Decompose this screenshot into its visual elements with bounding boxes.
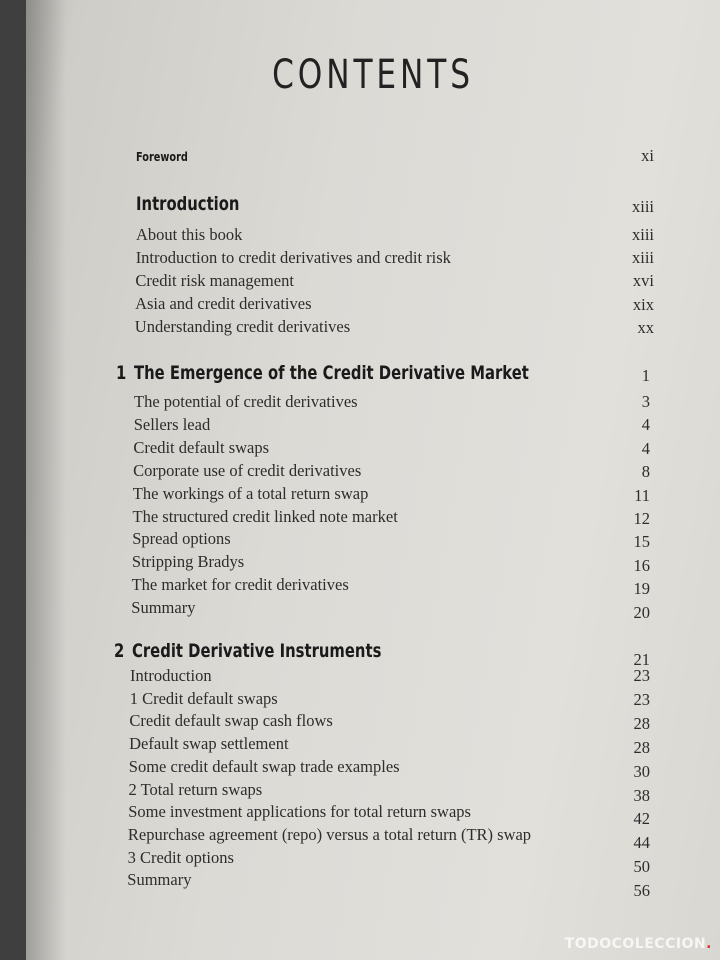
toc-row (26, 711, 720, 733)
toc-entry-label: Credit default swap cash flows (129, 711, 333, 731)
toc-entry-label: The potential of credit derivatives (134, 392, 358, 411)
chapter-1-page: 1 (641, 366, 650, 385)
toc-row-introduction (26, 193, 720, 215)
toc-entry-page: 15 (633, 532, 650, 552)
toc-entry-page: 11 (634, 485, 650, 505)
toc-row (26, 552, 720, 574)
toc-row (26, 317, 720, 339)
toc-entry-page: 28 (633, 713, 650, 733)
toc-entry-label: Corporate use of credit derivatives (133, 460, 362, 480)
toc-row (26, 870, 720, 901)
toc-entry-page: 4 (641, 415, 650, 435)
toc-entry-label: Repurchase agreement (repo) versus a total return (TR) swap (127, 824, 532, 844)
toc-entry-page: xix (632, 294, 654, 314)
toc-entry-page: xiii (631, 225, 654, 244)
toc-entry-label: 1 Credit default swaps (129, 688, 278, 708)
toc-row (26, 294, 720, 316)
toc-row (26, 824, 720, 853)
chapter-2-page: 21 (633, 650, 650, 669)
toc-entry-label: Credit default swaps (133, 437, 270, 457)
toc-row (26, 438, 720, 460)
toc-entry-label: Summary (127, 870, 192, 890)
toc-entry-label: 2 Total return swaps (128, 779, 263, 799)
toc-entry-label: Stripping Bradys (131, 552, 245, 572)
toc-entry-label: Default swap settlement (129, 734, 289, 754)
page-title: CONTENTS (272, 52, 474, 98)
toc-row (26, 847, 720, 877)
toc-row (26, 271, 720, 293)
toc-entry-label: Some investment applications for total return swaps (128, 802, 471, 822)
toc-row-foreword (26, 146, 720, 168)
toc-row (26, 529, 720, 551)
toc-entry-label: The market for credit derivatives (131, 575, 349, 595)
toc-row (26, 575, 720, 597)
watermark-dot: . (706, 936, 712, 952)
toc-entry-label: Introduction (130, 666, 212, 685)
toc-row-chapter-1 (26, 362, 720, 384)
toc-row (26, 392, 720, 414)
toc-entry-page: 3 (641, 392, 650, 411)
watermark (565, 936, 712, 952)
toc-row (26, 598, 720, 620)
toc-entry-page: 23 (633, 666, 650, 685)
chapter-2-heading: Credit Derivative Instruments (132, 640, 382, 662)
toc-entry-page: 19 (633, 579, 650, 599)
toc-entry-page: xvi (632, 271, 654, 291)
toc-entry-page: 8 (641, 462, 650, 482)
toc-entry-label: The structured credit linked note market (132, 506, 398, 526)
toc-entry-page: 30 (633, 761, 650, 781)
toc-row (26, 802, 720, 829)
introduction-heading: Introduction (136, 193, 240, 215)
toc-entry-page: xx (637, 317, 654, 337)
toc-row (26, 248, 720, 270)
toc-row (26, 666, 720, 688)
toc-entry-page: 16 (633, 555, 650, 575)
toc-entry-label: Asia and credit derivatives (135, 294, 312, 313)
toc-entry-label: Sellers lead (133, 414, 211, 434)
toc-entry-page: 4 (641, 438, 650, 458)
toc-entry-page: 56 (633, 881, 650, 901)
toc-row (26, 757, 720, 779)
introduction-page: xiii (631, 197, 654, 216)
toc-entry-label: Summary (131, 598, 196, 618)
toc-row (26, 415, 720, 437)
toc-entry-label: Understanding credit derivatives (134, 317, 351, 336)
toc-entry-label: The workings of a total return swap (132, 483, 369, 503)
book-page (26, 0, 720, 960)
toc-entry-label: Introduction to credit derivatives and credit risk (135, 248, 451, 267)
chapter-1-number: 1 (116, 362, 127, 384)
toc-row (26, 225, 720, 247)
toc-row (26, 461, 720, 483)
chapter-2-number: 2 (114, 640, 125, 662)
toc-entry-page: 23 (633, 689, 650, 709)
toc-entry-page: 20 (633, 602, 650, 622)
toc-row-chapter-2 (26, 640, 720, 669)
toc-entry-page: xiii (631, 248, 654, 268)
toc-entry-page: 42 (633, 809, 650, 829)
toc-entry-page: 44 (633, 833, 650, 853)
chapter-1-heading: The Emergence of the Credit Derivative Market (134, 362, 529, 384)
toc-entry-page: 12 (633, 509, 650, 528)
foreword-label: Foreword (136, 149, 188, 164)
toc-entry-page: 28 (633, 737, 650, 757)
toc-entry-label: 3 Credit options (127, 847, 234, 867)
foreword-page: xi (641, 146, 654, 165)
toc-row (26, 507, 720, 529)
toc-row (26, 689, 720, 711)
toc-row (26, 484, 720, 506)
toc-entry-page: 50 (633, 857, 650, 877)
watermark-text: TODOCOLECCION (564, 936, 707, 952)
toc-entry-label: Some credit default swap trade examples (128, 756, 400, 776)
toc-entry-label: Spread options (132, 529, 231, 549)
toc-row (26, 734, 720, 756)
toc-entry-label: Credit risk management (135, 271, 294, 290)
toc-entry-page: 38 (633, 785, 650, 805)
toc-row (26, 779, 720, 805)
toc-entry-label: About this book (136, 225, 243, 244)
